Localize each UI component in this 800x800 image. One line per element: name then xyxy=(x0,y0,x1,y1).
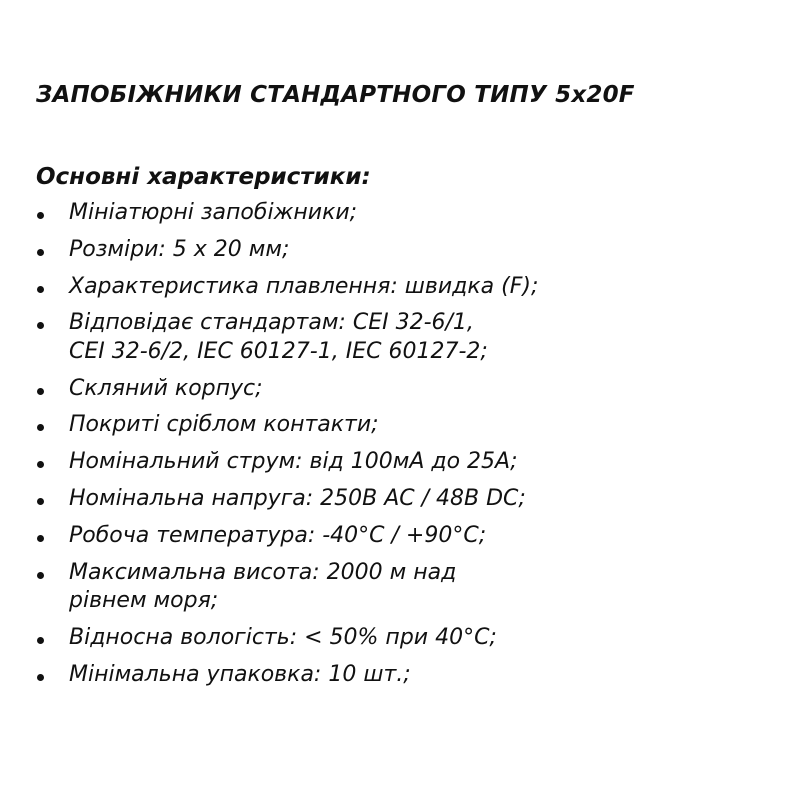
spec-document xyxy=(36,78,776,698)
list-item xyxy=(36,411,776,440)
bullet-icon xyxy=(37,322,44,329)
list-item xyxy=(36,375,776,404)
bullet-icon xyxy=(37,572,44,579)
list-item-text: Скляний корпус; xyxy=(69,375,263,401)
page-title: ЗАПОБІЖНИКИ СТАНДАРТНОГО ТИПУ 5x20F xyxy=(36,82,635,108)
list-item xyxy=(36,448,776,477)
list-item xyxy=(36,559,776,616)
bullet-icon xyxy=(37,535,44,542)
list-item-text: Робоча температура: -40°C / +90°C; xyxy=(69,522,487,548)
list-item xyxy=(36,309,776,366)
list-item-text: Мінімальна упаковка: 10 шт.; xyxy=(69,661,411,687)
list-item-text: Максимальна висота: 2000 м над xyxy=(69,559,457,585)
list-item xyxy=(36,661,776,690)
bullet-icon xyxy=(37,498,44,505)
bullet-icon xyxy=(37,388,44,395)
list-item-text: Характеристика плавлення: швидка (F); xyxy=(69,273,539,299)
list-item xyxy=(36,236,776,265)
list-item xyxy=(36,485,776,514)
section-heading: Основні характеристики: xyxy=(36,164,371,190)
list-item-text: Мініатюрні запобіжники; xyxy=(69,200,358,225)
list-item-text: Покриті сріблом контакти; xyxy=(69,412,379,438)
list-item xyxy=(36,624,776,653)
list-item xyxy=(36,522,776,551)
list-item-text: Відповідає стандартам: CEI 32-6/1, xyxy=(69,310,474,336)
bullet-icon xyxy=(37,212,44,219)
bullet-icon xyxy=(37,424,44,431)
list-item-text: Розміри: 5 x 20 мм; xyxy=(69,236,290,262)
list-item-text: CEI 32-6/2, IEC 60127-1, IEC 60127-2; xyxy=(69,338,488,364)
bullet-icon xyxy=(37,674,44,681)
list-item-text: Номінальний струм: від 100мА до 25А; xyxy=(69,449,518,475)
bullet-icon xyxy=(37,249,44,256)
list-item-text: рівнем моря; xyxy=(69,588,219,614)
bullet-icon xyxy=(37,286,44,293)
bullet-icon xyxy=(37,461,44,468)
list-item-text: Номінальна напруга: 250В AC / 48В DC; xyxy=(69,486,526,512)
spec-list xyxy=(36,199,776,689)
list-item xyxy=(36,199,776,228)
bullet-icon xyxy=(37,637,44,644)
list-item-text: Відносна вологість: < 50% при 40°C; xyxy=(69,624,497,650)
list-item xyxy=(36,273,776,302)
